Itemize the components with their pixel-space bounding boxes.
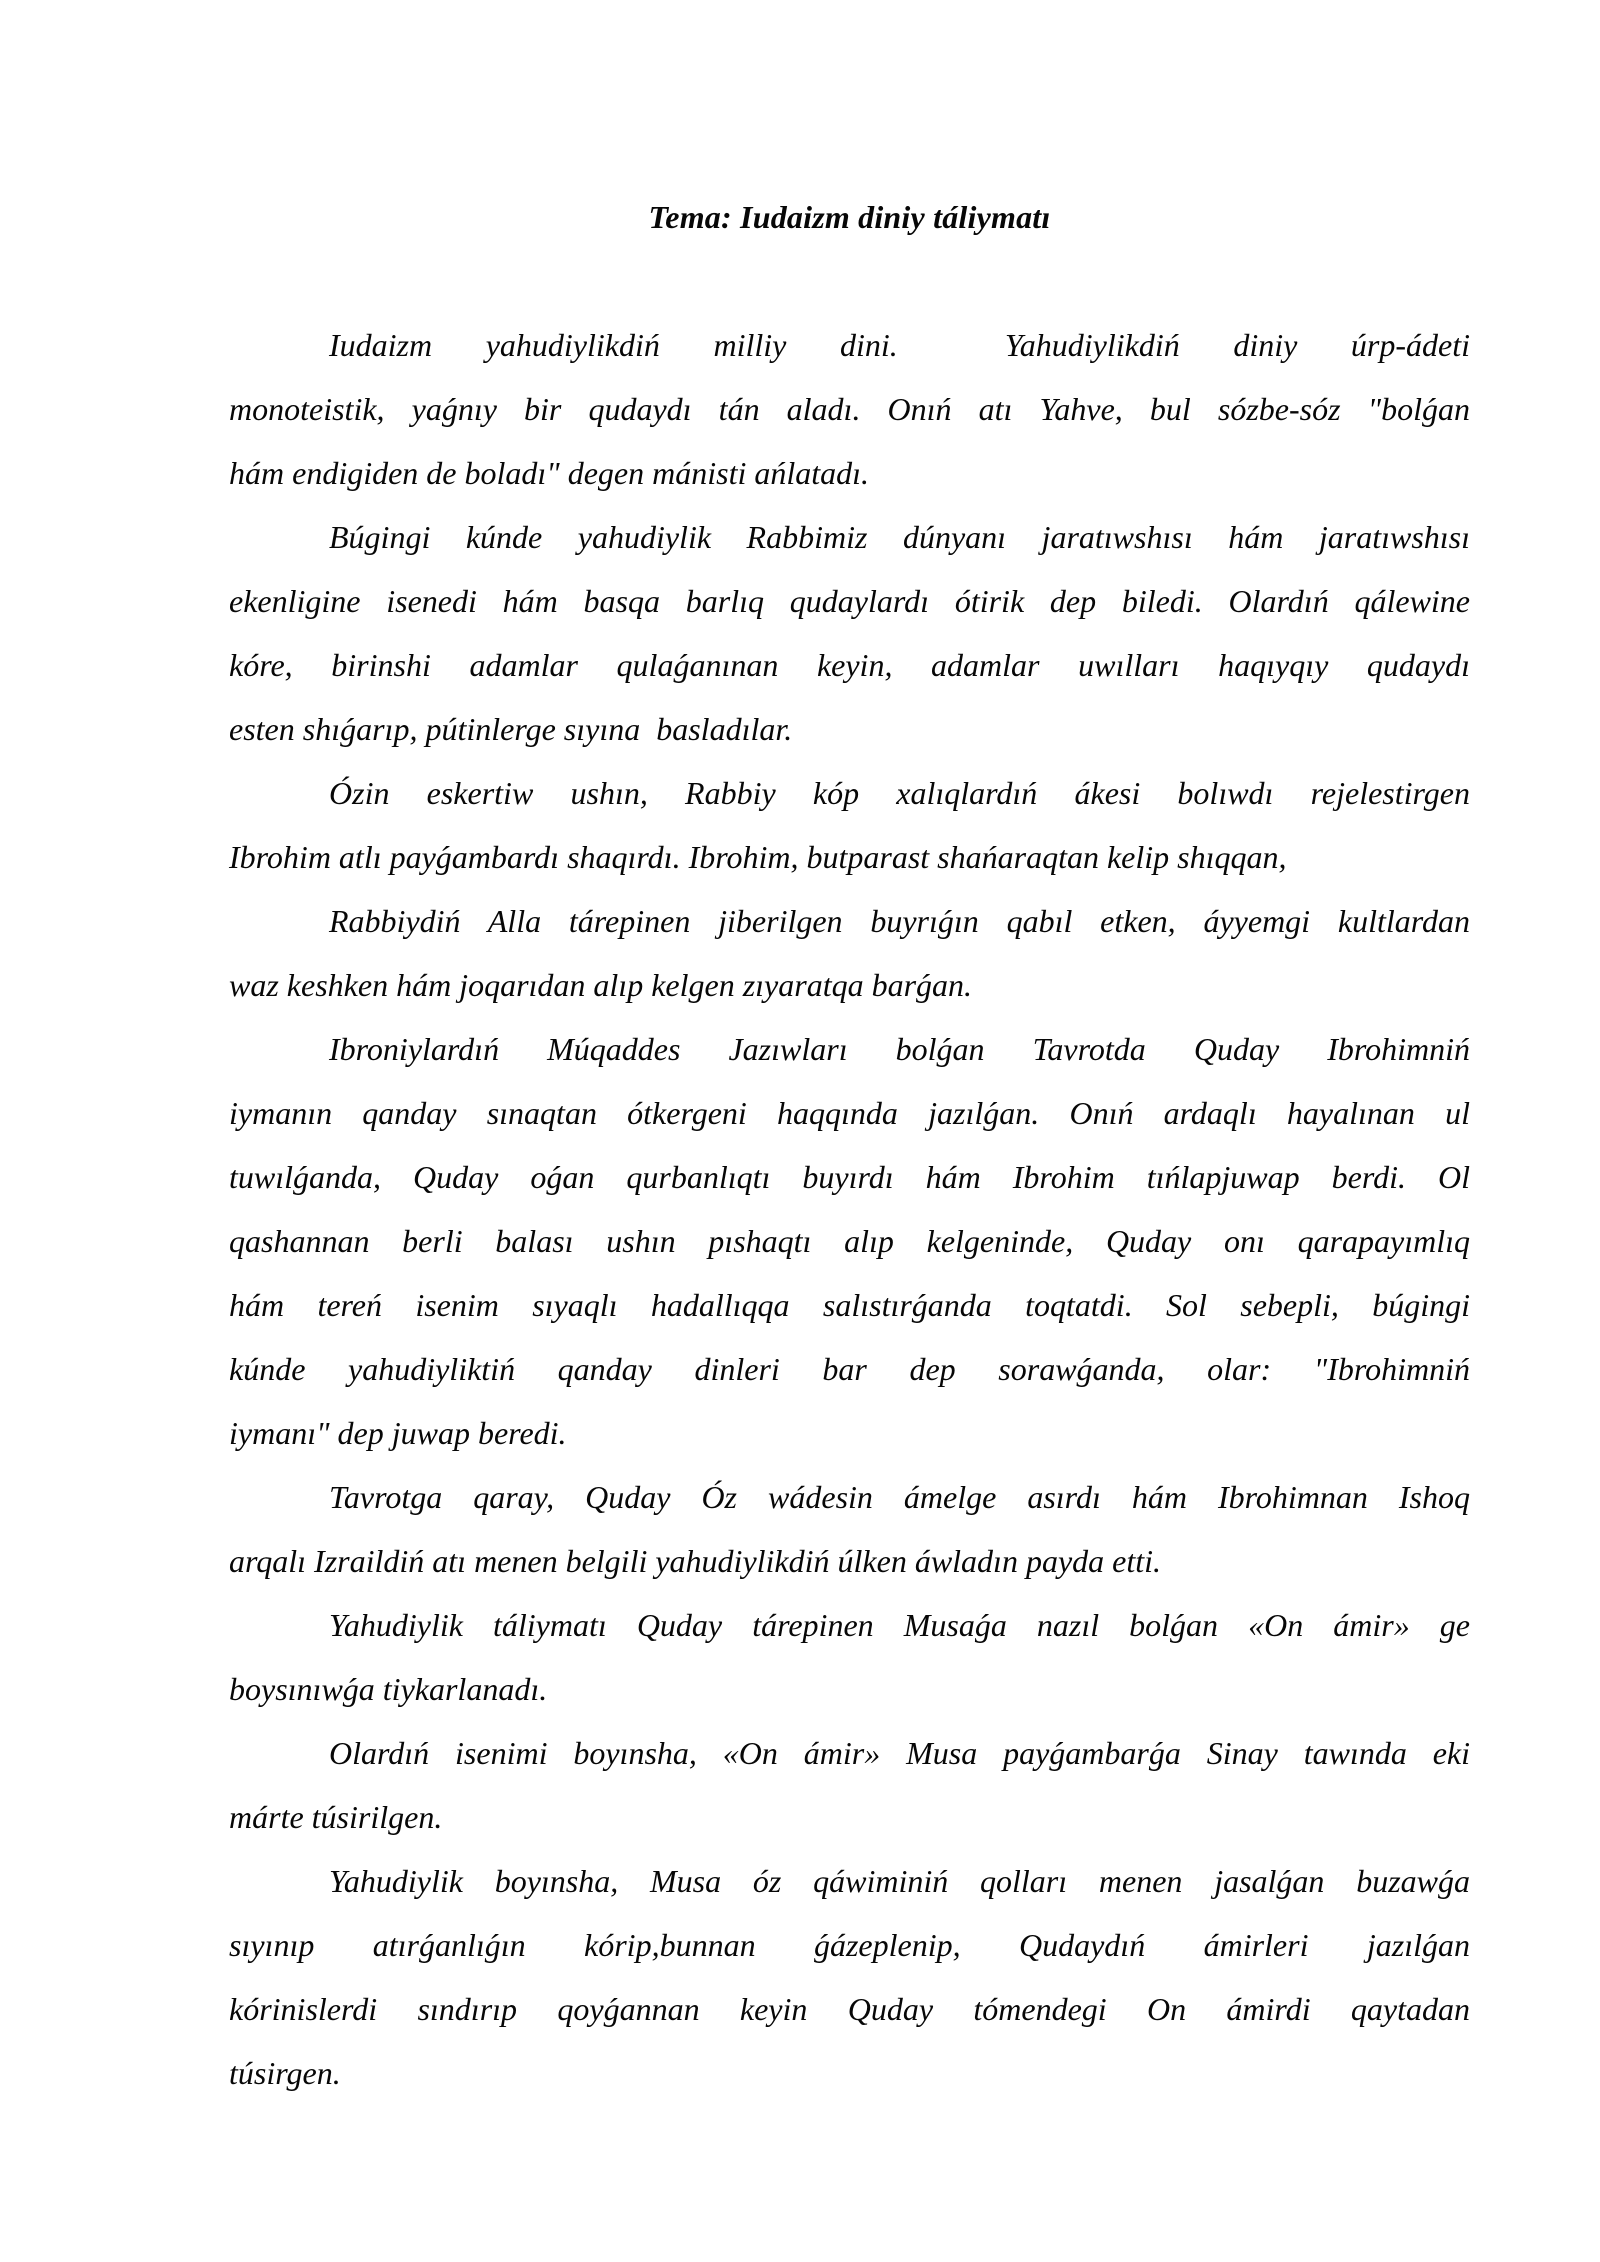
paragraph bbox=[229, 1849, 1470, 2105]
paragraph-line: Ibroniylardıń Múqaddes Jazıwları bolǵan Tavrotda Quday Ibrohimniń bbox=[329, 1031, 1470, 1067]
paragraph bbox=[229, 761, 1470, 889]
paragraph-line: márte túsirilgen. bbox=[229, 1799, 443, 1835]
paragraph-line: arqalı Izraildiń atı menen belgili yahudiylikdiń úlken áwladın payda etti. bbox=[229, 1543, 1162, 1579]
paragraph-line: ekenligine isenedi hám basqa barlıq qudaylardı ótirik dep biledi. Olardıń qálewine bbox=[229, 583, 1470, 619]
paragraph-line: Rabbiydiń Alla tárepinen jiberilgen buyrıǵın qabıl etken, áyyemgi kultlardan bbox=[329, 903, 1470, 939]
paragraph-line: Yahudiylik boyınsha, Musa óz qáwiminiń qolları menen jasalǵan buzawǵa bbox=[329, 1863, 1470, 1899]
paragraph bbox=[229, 1017, 1470, 1465]
paragraph-line: tuwılǵanda, Quday oǵan qurbanlıqtı buyırdı hám Ibrohim tıńlapjuwap berdi. Ol bbox=[229, 1159, 1470, 1195]
document-title: Tema: Iudaizm diniy táliymatı bbox=[648, 199, 1051, 235]
paragraph-line: iymanı" dep juwap beredi. bbox=[229, 1415, 567, 1451]
paragraph-line: Búgingi kúnde yahudiylik Rabbimiz dúnyanı jaratıwshısı hám jaratıwshısı bbox=[329, 519, 1470, 555]
paragraph-line: sıyınıp atırǵanlıǵın kórip,bunnan ǵázeplenip, Qudaydıń ámirleri jazılǵan bbox=[229, 1927, 1470, 1963]
paragraph-line: kóre, birinshi adamlar qulaǵanınan keyin, adamlar uwılları haqıyqıy qudaydı bbox=[229, 647, 1470, 683]
paragraph-line: boysınıwǵa tiykarlanadı. bbox=[229, 1671, 548, 1707]
paragraph-line: hám endigiden de boladı" degen mánisti ańlatadı. bbox=[229, 455, 870, 491]
paragraph-line: Ózin eskertiw ushın, Rabbiy kóp xalıqlardıń ákesi bolıwdı rejelestirgen bbox=[329, 775, 1470, 811]
paragraph-line: Olardıń isenimi boyınsha, «On ámir» Musa payǵambarǵa Sinay tawında eki bbox=[329, 1735, 1470, 1771]
paragraph-line: Tavrotga qaray, Quday Óz wádesin ámelge asırdı hám Ibrohimnan Ishoq bbox=[329, 1479, 1470, 1515]
document-body bbox=[229, 313, 1470, 2105]
paragraph bbox=[229, 313, 1470, 505]
paragraph-line: monoteistik, yaǵnıy bir qudaydı tán aladı. Onıń atı Yahve, bul sózbe-sóz "bolǵan bbox=[229, 391, 1470, 427]
paragraph-line: kúnde yahudiyliktiń qanday dinleri bar dep sorawǵanda, olar: "Ibrohimniń bbox=[229, 1351, 1470, 1387]
paragraph bbox=[229, 889, 1470, 1017]
paragraph-line: Ibrohim atlı payǵambardı shaqırdı. Ibrohim, butparast shańaraqtan kelip shıqqan, bbox=[229, 839, 1287, 875]
paragraph bbox=[229, 1465, 1470, 1593]
paragraph-line: Yahudiylik táliymatı Quday tárepinen Musaǵa nazıl bolǵan «On ámir» ge bbox=[329, 1607, 1470, 1643]
paragraph-line: túsirgen. bbox=[229, 2055, 341, 2091]
paragraph bbox=[229, 1593, 1470, 1721]
paragraph-line: qashannan berli balası ushın pıshaqtı alıp kelgeninde, Quday onı qarapayımlıq bbox=[229, 1223, 1470, 1259]
paragraph-line: waz keshken hám joqarıdan alıp kelgen zıyaratqa barǵan. bbox=[229, 967, 973, 1003]
paragraph-line: kórinislerdi sındırıp qoyǵannan keyin Quday tómendegi On ámirdi qaytadan bbox=[229, 1991, 1470, 2027]
paragraph-line: esten shıǵarıp, pútinlerge sıyına basladılar. bbox=[229, 711, 793, 747]
paragraph bbox=[229, 505, 1470, 761]
paragraph-line: iymanın qanday sınaqtan ótkergeni haqqında jazılǵan. Onıń ardaqlı hayalınan ul bbox=[229, 1095, 1470, 1131]
paragraph bbox=[229, 1721, 1470, 1849]
paragraph-line: Iudaizm yahudiylikdiń milliy dini. Yahudiylikdiń diniy úrp-ádeti bbox=[329, 327, 1470, 363]
paragraph-line: hám tereń isenim sıyaqlı hadallıqqa salıstırǵanda toqtatdi. Sol sebepli, búgingi bbox=[229, 1287, 1470, 1323]
